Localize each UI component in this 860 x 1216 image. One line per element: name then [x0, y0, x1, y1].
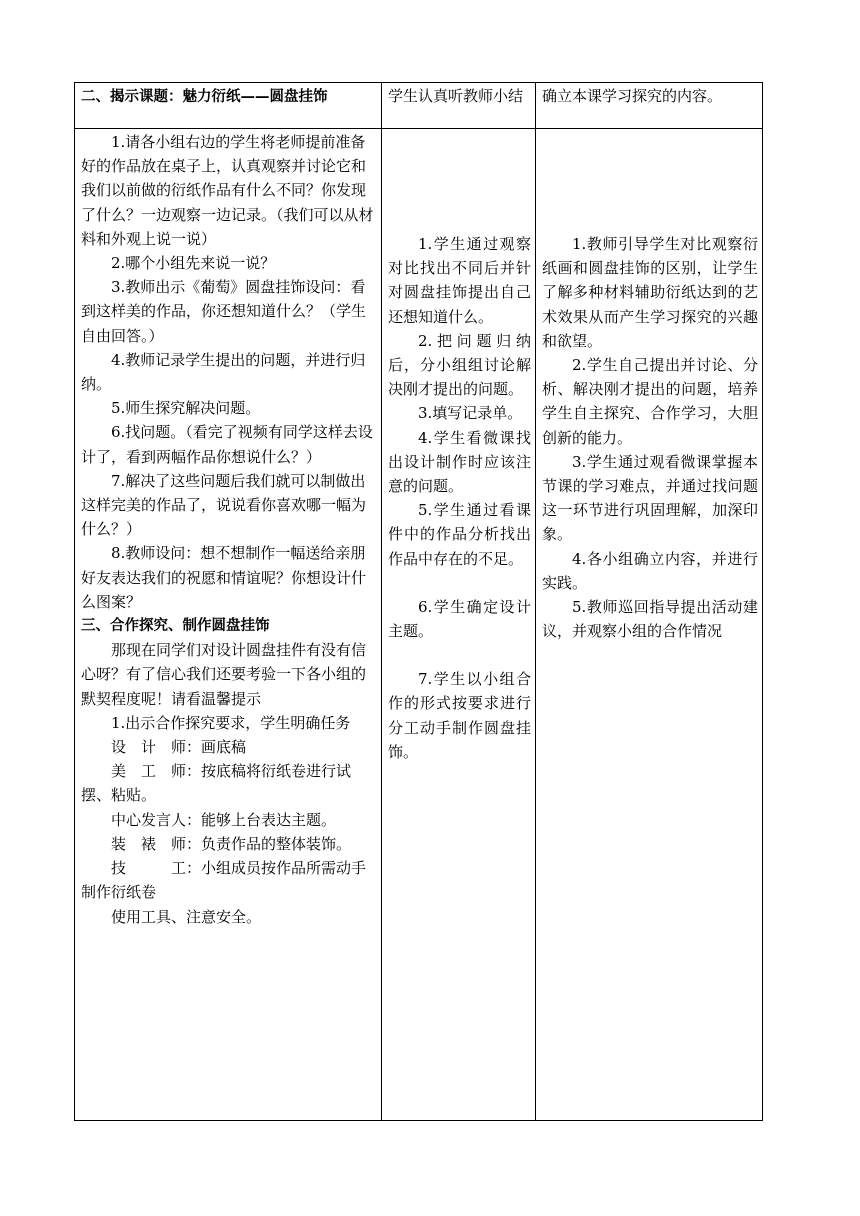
role-technician: 技 工：小组成员按作品所需动手制作衍纸卷 — [81, 859, 367, 902]
student-step: 2.把问题归纳后，分小组组讨论解决刚才提出的问题。 — [388, 331, 531, 399]
student-step: 3.填写记录单。 — [418, 404, 523, 423]
role-mounter: 装 裱 师：负责作品的整体装饰。 — [111, 834, 352, 853]
teacher-step: 8.教师设问：想不想制作一幅送给亲朋好友表达我们的祝愿和情谊呢？你想设计什么图案？ — [81, 544, 367, 611]
teacher-step: 5.师生探究解决问题。 — [111, 399, 261, 418]
student-activity-header-cell — [382, 83, 536, 129]
teacher-activity-cell — [75, 129, 382, 1121]
teacher-step: 1.出示合作探究要求，学生明确任务 — [111, 713, 351, 732]
intent-step: 5.教师巡回指导提出活动建议，并观察小组的合作情况 — [542, 598, 758, 641]
intent-step: 2.学生自己提出并讨论、分析、解决刚才提出的问题，培养学生自主探究、合作学习，大胆创新的能力。 — [542, 356, 758, 447]
student-step: 5.学生通过看课件中的作品分析找出作品中存在的不足。 — [388, 501, 531, 568]
teacher-step: 那现在同学们对设计圆盘挂件有没有信心呀？有了信心我们还要考验一下各小组的默契程度呢！请看温馨提示 — [81, 641, 367, 708]
teacher-step: 7.解决了这些问题后我们就可以制做出这样完美的作品了，说说看你喜欢哪一幅为什么？） — [81, 471, 367, 539]
design-intent-header: 确立本课学习探究的内容。 — [542, 87, 723, 105]
design-intent-header-cell — [536, 83, 763, 129]
design-intent-cell — [536, 129, 763, 1121]
section-three-heading: 三、合作探究、制作圆盘挂饰 — [81, 618, 270, 635]
student-step: 1.学生通过观察对比找出不同后并针对圆盘挂饰提出自己还想知道什么。 — [388, 235, 531, 326]
student-step: 4.学生看微课找出设计制作时应该注意的问题。 — [388, 428, 531, 496]
teacher-step: 3.教师出示《葡萄》圆盘挂饰设问：看到这样美的作品，你还想知道什么？（学生自由回答。） — [81, 278, 367, 345]
teacher-step: 1.请各小组右边的学生将老师提前准备好的作品放在桌子上，认真观察并讨论它和我们以前做的衍纸作品有什么不同？你发现了什么？一边观察一边记录。（我们可以从材料和外观上说一说） — [81, 133, 374, 248]
student-activity-cell — [382, 129, 536, 1121]
student-step: 6.学生确定设计主题。 — [388, 597, 531, 641]
teacher-step: 2.哪个小组先来说一说？ — [111, 254, 276, 273]
lesson-plan-table — [74, 82, 763, 1121]
intent-step: 3.学生通过观看微课掌握本节课的学习难点，并通过找问题这一环节进行巩固理解，加深印象。 — [542, 452, 758, 544]
teacher-step: 4.教师记录学生提出的问题，并进行归纳。 — [81, 350, 366, 394]
role-designer: 设 计 师：画底稿 — [111, 738, 247, 757]
intent-step: 4.各小组确立内容，并进行实践。 — [542, 549, 758, 592]
teacher-step: 6.找问题。（看完了视频有同学这样去设计了，看到两幅作品你想说什么？） — [81, 423, 373, 466]
table-row — [75, 129, 763, 1121]
section-heading: 二、揭示课题：魅力衍纸——圆盘挂饰 — [81, 89, 328, 105]
student-step: 7.学生以小组合作的形式按要求进行分工动手制作圆盘挂饰。 — [388, 670, 531, 761]
teacher-step: 使用工具、注意安全。 — [111, 907, 262, 926]
role-artist: 美 工 师：按底稿将衍纸卷进行试摆、粘贴。 — [81, 762, 352, 805]
student-activity-header: 学生认真听教师小结 — [388, 87, 524, 105]
section-heading-cell — [75, 83, 382, 129]
table-row — [75, 83, 763, 129]
intent-step: 1.教师引导学生对比观察衍纸画和圆盘挂饰的区别，让学生了解多种材料辅助衍纸达到的艺术效果从而产生学习探究的兴趣和欲望。 — [542, 235, 758, 350]
role-speaker: 中心发言人：能够上台表达主题。 — [111, 810, 337, 829]
